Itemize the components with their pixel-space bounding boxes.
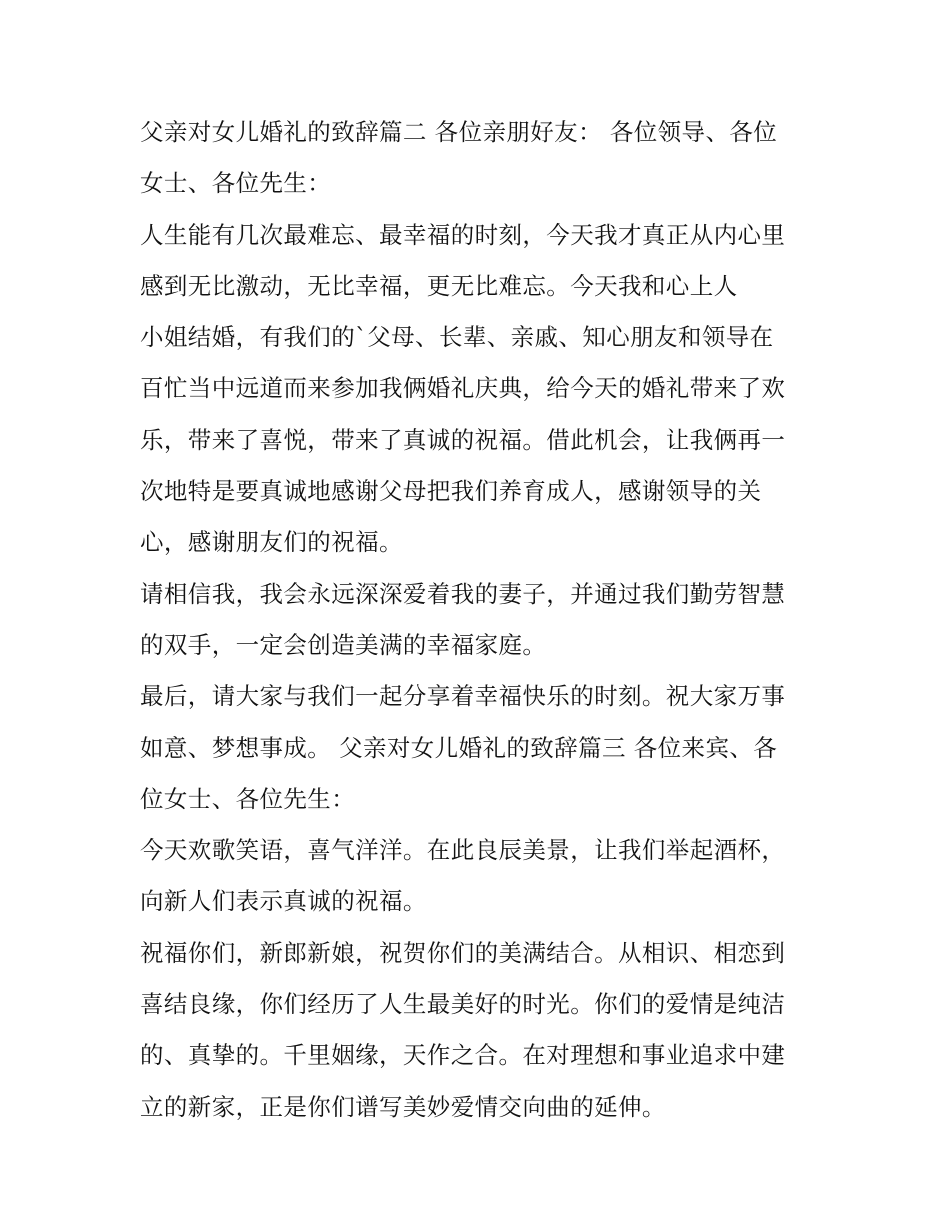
text-line: 百忙当中远道而来参加我俩婚礼庆典，给今天的婚礼带来了欢 [140,374,786,403]
text-line: 如意、梦想事成。 父亲对女儿婚礼的致辞篇三 各位来宾、各 [140,733,778,762]
text-line: 小姐结婚，有我们的`父母、长辈、亲戚、知心朋友和领导在 [140,323,774,352]
text-line: 向新人们表示真诚的祝福。 [140,887,427,916]
text-line: 乐，带来了喜悦，带来了真诚的祝福。借此机会，让我俩再一 [140,425,786,454]
text-line: 喜结良缘，你们经历了人生最美好的时光。你们的爱情是纯洁 [140,990,786,1019]
text-line: 祝福你们，新郎新娘，祝贺你们的美满结合。从相识、相恋到 [140,938,786,967]
text-line: 感到无比激动，无比幸福，更无比难忘。今天我和心上人 [140,271,738,300]
text-line: 次地特是要真诚地感谢父母把我们养育成人，感谢领导的关 [140,477,762,506]
text-line: 父亲对女儿婚礼的致辞篇二 各位亲朋好友： 各位领导、各位 [140,118,778,146]
text-line: 立的新家，正是你们谱写美妙爱情交向曲的延伸。 [140,1092,666,1121]
text-line: 今天欢歌笑语，喜气洋洋。在此良辰美景，让我们举起酒杯， [140,836,786,865]
text-line: 心，感谢朋友们的祝福。 [140,528,403,557]
text-line: 请相信我，我会永远深深爱着我的妻子，并通过我们勤劳智慧 [140,579,786,608]
text-line: 人生能有几次最难忘、最幸福的时刻，今天我才真正从内心里 [140,220,786,249]
text-line: 位女士、各位先生： [140,784,356,813]
document-body [140,107,830,1133]
text-line: 的双手，一定会创造美满的幸福家庭。 [140,630,547,659]
text-line: 女士、各位先生： [140,169,332,198]
text-line: 的、真挚的。千里姻缘，天作之合。在对理想和事业追求中建 [140,1041,786,1070]
text-line: 最后，请大家与我们一起分享着幸福快乐的时刻。祝大家万事 [140,682,786,711]
